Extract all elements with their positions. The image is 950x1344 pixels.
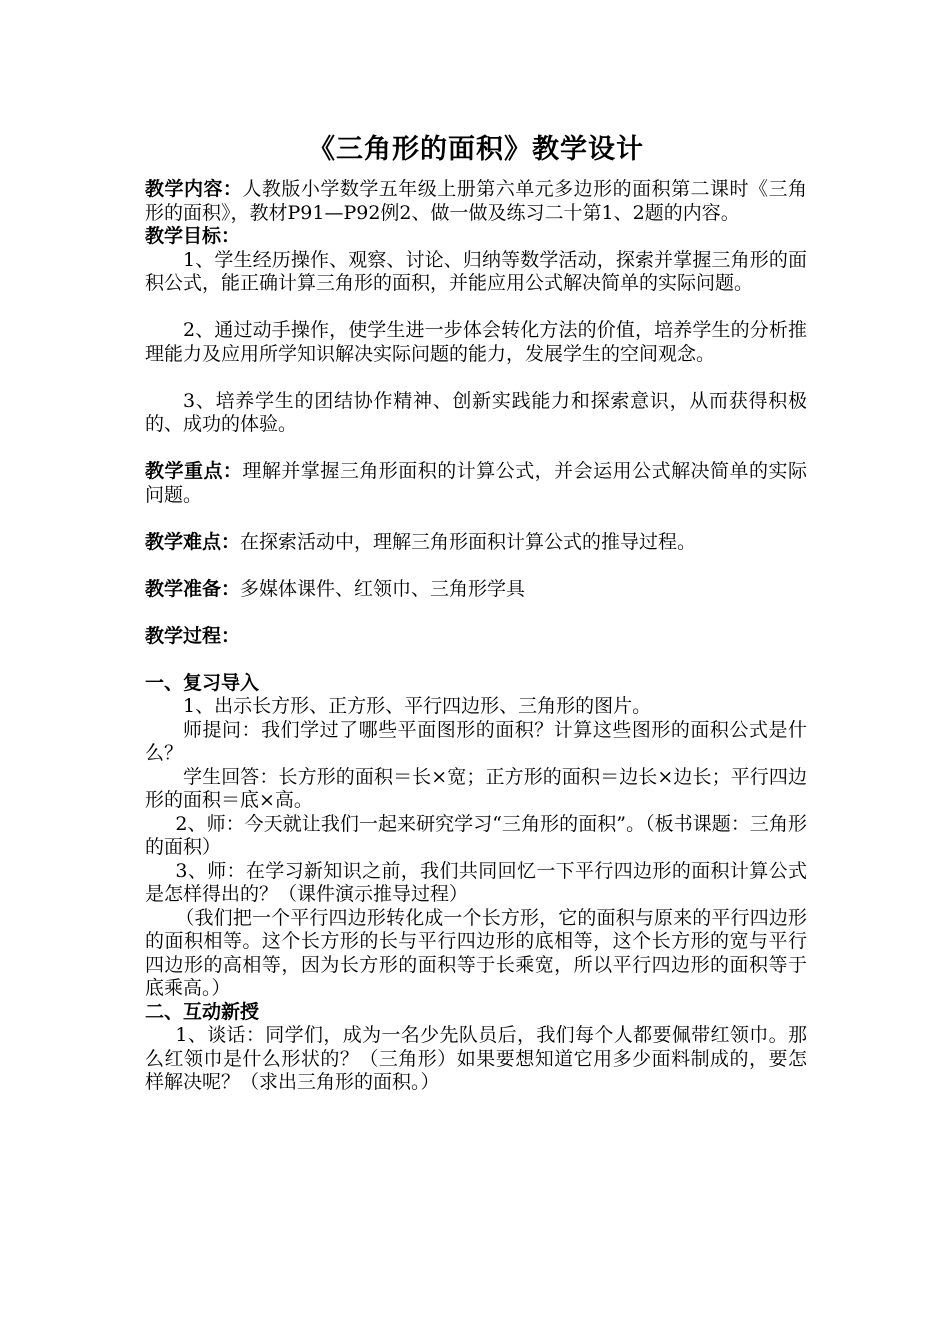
content-text: 人教版小学数学五年级上册第六单元多边形的面积第二课时《三角形的面积》，教材P91—P92例2、做一做及练习二十第1、2题的内容。 <box>145 178 807 224</box>
document-page <box>145 130 807 1095</box>
difficulty-label: 教学难点： <box>145 530 241 553</box>
goal-1: 1、学生经历操作、观察、讨论、归纳等数学活动，探索并掌握三角形的面积公式，能正确计算三角形的面积，并能应用公式解决简单的实际问题。 <box>145 248 807 294</box>
document-title: 《三角形的面积》教学设计 <box>308 134 644 165</box>
content-paragraph <box>145 178 807 225</box>
key-text: 理解并掌握三角形面积的计算公式，并会运用公式解决简单的实际问题。 <box>145 460 807 506</box>
goal-3: 3、培养学生的团结协作精神、创新实践能力和探索意识，从而获得积极的、成功的体验。 <box>145 389 807 435</box>
s1-paragraph-4: 2、师：今天就让我们一起来研究学习“三角形的面积”。（板书课题：三角形的面积） <box>145 812 807 858</box>
key-label: 教学重点： <box>145 460 243 482</box>
section-2-heading: 二、互动新授 <box>145 1000 260 1023</box>
s1-paragraph-3: 学生回答：长方形的面积＝长×宽；正方形的面积＝边长×边长；平行四边形的面积＝底×高。 <box>145 765 807 811</box>
goals-label: 教学目标： <box>145 225 241 247</box>
difficulty-text: 在探索活动中，理解三角形面积计算公式的推导过程。 <box>240 530 697 553</box>
section-1-heading: 一、复习导入 <box>145 671 260 694</box>
goal-2: 2、通过动手操作，使学生进一步体会转化方法的价值，培养学生的分析推理能力及应用所学知识解决实际问题的能力，发展学生的空间观念。 <box>145 319 807 365</box>
s1-paragraph-5: 3、师：在学习新知识之前，我们共同回忆一下平行四边形的面积计算公式是怎样得出的？（课件演示推导过程） <box>145 859 807 905</box>
s1-paragraph-1: 1、出示长方形、正方形、平行四边形、三角形的图片。 <box>183 695 652 717</box>
s2-paragraph-1: 1、谈话：同学们，成为一名少先队员后，我们每个人都要佩带红领巾。那么红领巾是什么形状的？（三角形）如果要想知道它用多少面料制成的，要怎样解决呢？（求出三角形的面积。） <box>145 1024 807 1093</box>
key-paragraph <box>145 460 807 507</box>
process-label: 教学过程： <box>145 624 241 647</box>
difficulty-paragraph <box>145 531 807 555</box>
prep-text: 多媒体课件、红领巾、三角形学具 <box>240 577 526 600</box>
s1-paragraph-6: （我们把一个平行四边形转化成一个长方形，它的面积与原来的平行四边形的面积相等。这个长方形的长与平行四边形的底相等，这个长方形的宽与平行四边形的高相等，因为长方形的面积等于长乘宽，所以平行四边形的面积等于底乘高。） <box>145 906 807 999</box>
content-label: 教学内容： <box>145 178 243 200</box>
s1-paragraph-2: 师提问：我们学过了哪些平面图形的面积？计算这些图形的面积公式是什么？ <box>145 718 807 764</box>
prep-paragraph <box>145 578 807 602</box>
prep-label: 教学准备： <box>145 577 241 600</box>
